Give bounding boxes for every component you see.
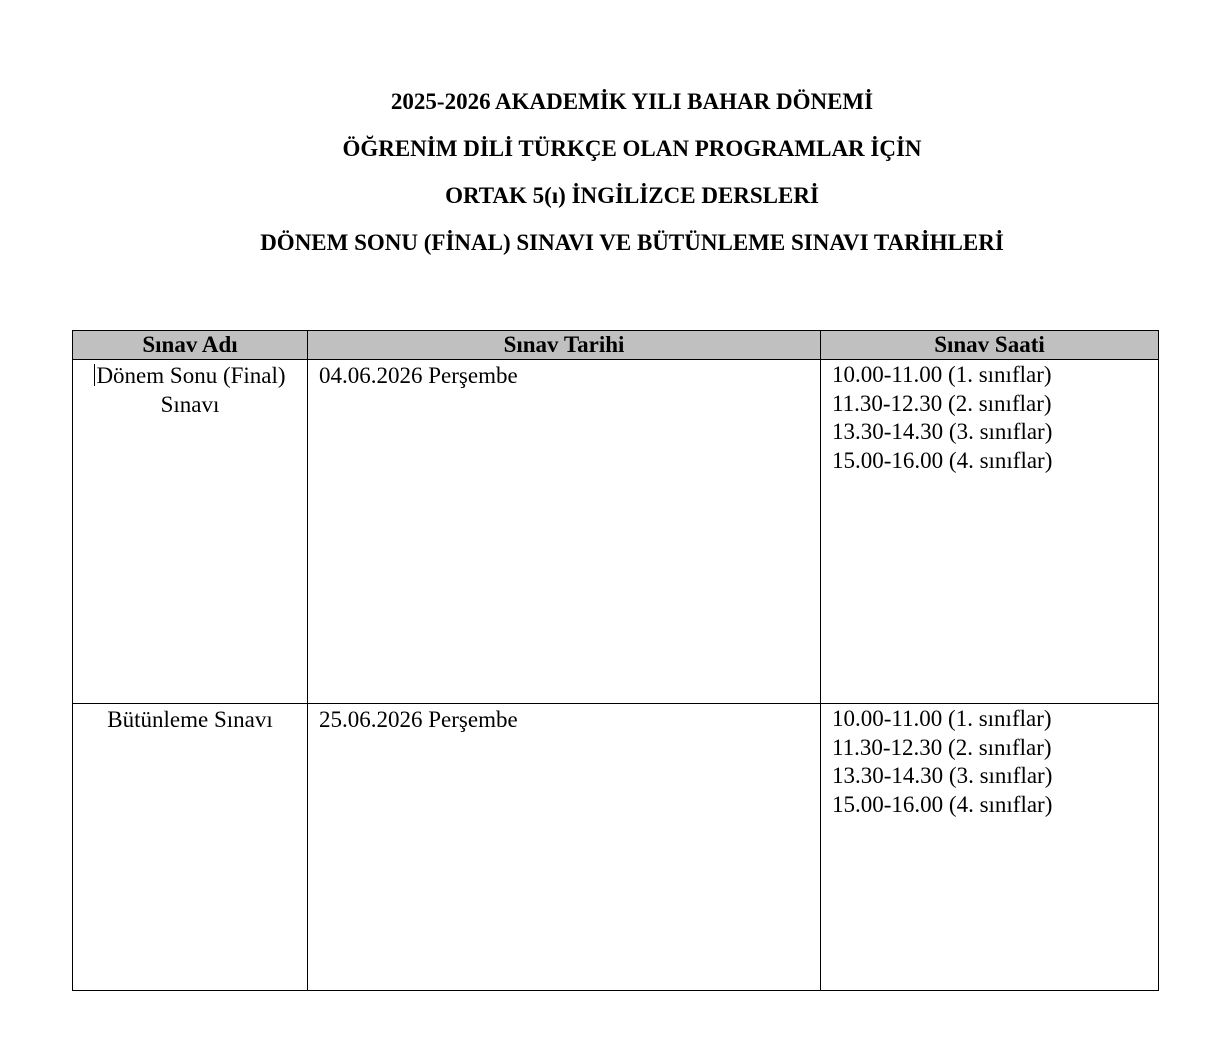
exam-date-cell[interactable] <box>308 360 821 704</box>
exam-date: 25.06.2026 Perşembe <box>319 707 518 732</box>
exam-date: 04.06.2026 Perşembe <box>319 363 518 388</box>
exam-time-slot: 15.00-16.00 (4. sınıflar) <box>832 447 1053 473</box>
header-exam-time: Sınav Saati <box>821 331 1159 360</box>
exam-name-line: Bütünleme Sınavı <box>107 707 273 732</box>
title-line: DÖNEM SONU (FİNAL) SINAVI VE BÜTÜNLEME SINAVI TARİHLERİ <box>260 230 1004 255</box>
title-line: ÖĞRENİM DİLİ TÜRKÇE OLAN PROGRAMLAR İÇİN <box>342 136 922 161</box>
exam-times-cell[interactable] <box>821 360 1159 704</box>
title-line: ORTAK 5(ı) İNGİLİZCE DERSLERİ <box>445 183 819 208</box>
header-exam-name: Sınav Adı <box>73 331 308 360</box>
exam-name-cell[interactable] <box>73 704 308 991</box>
table-header-row <box>73 331 1159 360</box>
exam-name-line: Dönem Sonu (Final) <box>96 363 286 388</box>
exam-time-slot: 11.30-12.30 (2. sınıflar) <box>832 734 1052 760</box>
exam-times-cell[interactable] <box>821 704 1159 991</box>
table-row <box>73 360 1159 704</box>
exam-time-slot: 10.00-11.00 (1. sınıflar) <box>832 706 1052 731</box>
header-exam-date: Sınav Tarihi <box>308 331 821 360</box>
exam-time-slot: 15.00-16.00 (4. sınıflar) <box>832 791 1053 817</box>
exam-time-slot: 11.30-12.30 (2. sınıflar) <box>832 390 1052 416</box>
exam-name-line: Sınavı <box>160 392 220 417</box>
exam-name-cell[interactable] <box>73 360 308 704</box>
exam-schedule-table <box>72 330 1159 991</box>
title-line: 2025-2026 AKADEMİK YILI BAHAR DÖNEMİ <box>390 89 874 114</box>
exam-time-slot: 13.30-14.30 (3. sınıflar) <box>832 763 1053 788</box>
exam-time-slot: 13.30-14.30 (3. sınıflar) <box>832 419 1053 444</box>
exam-date-cell[interactable] <box>308 704 821 991</box>
exam-time-slot: 10.00-11.00 (1. sınıflar) <box>832 362 1052 387</box>
document-title <box>0 90 1230 278</box>
table-row <box>73 704 1159 991</box>
